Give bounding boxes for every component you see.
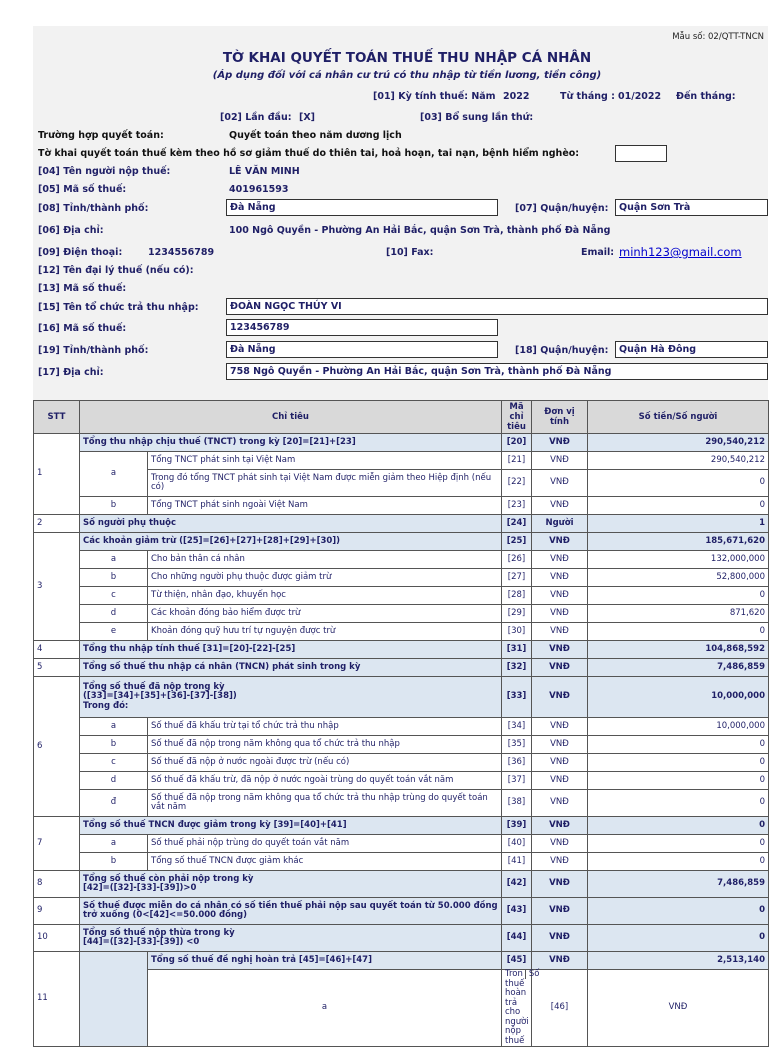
taxpayer-phone: 1234556789 — [148, 247, 215, 258]
row-stt: 4 — [34, 641, 80, 659]
row-code: [28] — [502, 587, 532, 605]
row-amount: 0 — [588, 497, 769, 515]
table-row — [34, 641, 769, 659]
form-title: TỜ KHAI QUYẾT TOÁN THUẾ THU NHẬP CÁ NHÂN — [222, 50, 592, 66]
table-row — [34, 515, 769, 533]
row-item-text: Từ thiện, nhân đạo, khuyến học — [151, 589, 286, 600]
row-amount: 1 — [588, 515, 769, 533]
table-row — [34, 569, 769, 587]
row-unit: VNĐ — [532, 497, 588, 515]
taxpayer-tin-label: [05] Mã số thuế: — [38, 184, 127, 195]
row-unit: VNĐ — [532, 835, 588, 853]
row-item — [148, 772, 502, 790]
settlement-table — [33, 400, 769, 1047]
disaster-note: Tờ khai quyết toán thuế kèm theo hồ sơ giảm thuế do thiên tai, hoả hoạn, tai nạn, bệnh hiểm nghèo: — [38, 148, 580, 159]
payer-tin-label: [16] Mã số thuế: — [38, 323, 127, 334]
row-item — [148, 587, 502, 605]
tax-form-sheet — [33, 26, 768, 1046]
row-code: [37] — [502, 772, 532, 790]
row-sub-index: d — [80, 772, 148, 790]
row-item: Số thuế được miễn do cá nhân có số tiền thuế phải nộp sau quyết toán từ 50.000 đồng trở xuống (0<[42]<=50.000 đồng) — [80, 898, 502, 925]
row-amount: 0 — [588, 587, 769, 605]
row-code: [27] — [502, 569, 532, 587]
row-code: [35] — [502, 736, 532, 754]
row-sub-index: b — [80, 497, 148, 515]
supplement-label: [03] Bổ sung lần thứ: — [420, 112, 534, 123]
table-row — [34, 497, 769, 515]
table-row — [34, 718, 769, 736]
header-unit: Đơn vị tính — [532, 401, 588, 434]
row-unit: VNĐ — [532, 470, 588, 497]
payer-province-field[interactable]: Đà Nẵng — [226, 341, 498, 358]
row-item-prefix: Tron — [505, 969, 526, 979]
table-row — [34, 790, 769, 817]
payer-province-label: [19] Tỉnh/thành phố: — [38, 345, 149, 356]
row-code: [38] — [502, 790, 532, 817]
row-item-text: Trong đó tổng TNCT phát sinh tại Việt Nam được miễn giảm theo Hiệp định (nếu có) — [151, 472, 492, 492]
row-item-text: Cho bản thân cá nhân — [151, 553, 245, 564]
row-item: Tổng số thuế còn phải nộp trong kỳ [42]=([32]-[33]-[39])>0 — [80, 871, 502, 898]
row-item — [148, 754, 502, 772]
row-item: Tổng số thuế nộp thừa trong kỳ [44]=([32]-[33]-[39]) <0 — [80, 925, 502, 952]
row-amount: 0 — [588, 772, 769, 790]
row-sub-index: c — [80, 754, 148, 772]
row-code: [43] — [502, 898, 532, 925]
row-unit: VNĐ — [532, 434, 588, 452]
taxpayer-district-label: [07] Quận/huyện: — [515, 203, 609, 214]
header-code: Mã chỉ tiêu — [502, 401, 532, 434]
taxpayer-tin: 401961593 — [229, 184, 289, 195]
first-time-label: [02] Lần đầu: — [220, 112, 292, 123]
row-amount: 0 — [588, 817, 769, 835]
payer-district-label: [18] Quận/huyện: — [515, 345, 609, 356]
settlement-case-label: Trường hợp quyết toán: — [38, 130, 164, 141]
row-unit: VNĐ — [532, 817, 588, 835]
row-unit: VNĐ — [588, 970, 769, 1047]
row-code: [31] — [502, 641, 532, 659]
row-item-text: Số thuế hoàn trả cho người nộp thuế — [505, 969, 540, 1046]
row-code: [20] — [502, 434, 532, 452]
row-item: Tổng số thuế TNCN được giảm trong kỳ [39]=[40]+[41] — [80, 817, 502, 835]
row-item-text: Tổng TNCT phát sinh tại Việt Nam — [151, 454, 296, 465]
taxpayer-address-label: [06] Địa chỉ: — [38, 225, 104, 236]
row-stt: 1 — [34, 434, 80, 515]
row-code: [29] — [502, 605, 532, 623]
row-code: [34] — [502, 718, 532, 736]
row-item — [148, 736, 502, 754]
period-from-value: 01/2022 — [618, 91, 662, 102]
payer-address-label: [17] Địa chỉ: — [38, 367, 104, 378]
row-item: Tổng số thuế đề nghị hoàn trả [45]=[46]+[47] — [148, 952, 502, 970]
row-item-text: Tổng TNCT phát sinh ngoài Việt Nam — [151, 499, 308, 510]
payer-tin-field[interactable]: 123456789 — [226, 319, 498, 336]
taxpayer-province-field[interactable]: Đà Nẵng — [226, 199, 498, 216]
row-amount: 7,486,859 — [588, 659, 769, 677]
row-stt: 8 — [34, 871, 80, 898]
row-item-text: Số thuế đã khấu trừ tại tổ chức trả thu nhập — [151, 720, 339, 731]
row-amount: 132,000,000 — [588, 551, 769, 569]
row-item-text: Cho những người phụ thuộc được giảm trừ — [151, 571, 332, 582]
form-subtitle: (Áp dụng đối với cá nhân cư trú có thu nhập từ tiền lương, tiền công) — [212, 70, 602, 81]
row-unit: VNĐ — [532, 641, 588, 659]
taxpayer-fax-label: [10] Fax: — [386, 247, 434, 258]
row-code: [45] — [502, 952, 532, 970]
row-item-text: Số thuế phải nộp trùng do quyết toán vắt năm — [151, 837, 350, 848]
row-amount: 290,540,212 — [588, 434, 769, 452]
row-amount: 0 — [588, 925, 769, 952]
agent-tin-label: [13] Mã số thuế: — [38, 283, 127, 294]
table-body — [34, 434, 769, 1047]
row-item-text: Số thuế đã nộp trong năm không qua tổ chức trả thu nhập trùng do quyết toán vắt năm — [151, 792, 488, 812]
row-item-text: Số thuế đã nộp trong năm không qua tổ chức trả thu nhập — [151, 738, 400, 749]
row-sub-index: a — [148, 970, 502, 1047]
row-stt: 3 — [34, 533, 80, 641]
row-amount: 0 — [588, 754, 769, 772]
row-amount: 10,000,000 — [588, 718, 769, 736]
row-unit: VNĐ — [532, 659, 588, 677]
period-year: 2022 — [503, 91, 530, 102]
taxpayer-phone-label: [09] Điện thoại: — [38, 247, 123, 258]
row-unit: VNĐ — [532, 452, 588, 470]
row-item: Các khoản giảm trừ ([25]=[26]+[27]+[28]+[29]+[30]) — [80, 533, 502, 551]
row-unit: VNĐ — [532, 533, 588, 551]
row-sub-index: đ — [80, 790, 148, 817]
row-amount: 290,540,212 — [588, 452, 769, 470]
row-amount: 0 — [588, 470, 769, 497]
row-item — [148, 452, 502, 470]
row-amount: 0 — [588, 736, 769, 754]
row-amount: 0 — [588, 623, 769, 641]
row-item-text: Tổng số thuế TNCN được giảm khác — [151, 855, 304, 866]
payer-name-field[interactable]: ĐOÀN NGỌC THÚY VI — [226, 298, 768, 315]
row-code: [40] — [502, 835, 532, 853]
row-code: [25] — [502, 533, 532, 551]
row-unit: VNĐ — [532, 718, 588, 736]
taxpayer-email-link[interactable]: minh123@gmail.com — [619, 245, 742, 259]
period-label: [01] Kỳ tính thuế: Năm — [373, 91, 496, 102]
row-unit: VNĐ — [532, 587, 588, 605]
header-item: Chỉ tiêu — [80, 401, 502, 434]
row-item — [148, 569, 502, 587]
table-row — [34, 754, 769, 772]
row-code: [41] — [502, 853, 532, 871]
first-time-value: [X] — [299, 112, 316, 123]
form-code: Mẫu số: 02/QTT-TNCN — [672, 32, 764, 42]
row-item: Số người phụ thuộc — [80, 515, 502, 533]
row-sub-index: a — [80, 718, 148, 736]
row-code: [26] — [502, 551, 532, 569]
row-unit: VNĐ — [532, 569, 588, 587]
row-code: [30] — [502, 623, 532, 641]
row-unit: VNĐ — [532, 605, 588, 623]
row-amount: 52,800,000 — [588, 569, 769, 587]
row-amount: 0 — [588, 790, 769, 817]
taxpayer-email-label: Email: — [581, 247, 615, 258]
taxpayer-district-field[interactable]: Quận Sơn Trà — [615, 199, 768, 216]
row-item: Tổng số thuế thu nhập cá nhân (TNCN) phát sinh trong kỳ — [80, 659, 502, 677]
row-stt: 11 — [34, 952, 80, 1047]
row-sub-index — [80, 952, 148, 1047]
row-amount: 0 — [588, 835, 769, 853]
period-from-label: Từ tháng : — [560, 91, 615, 102]
table-row — [34, 533, 769, 551]
period-to-label: Đến tháng: — [676, 91, 736, 102]
row-code: [23] — [502, 497, 532, 515]
row-stt: 9 — [34, 898, 80, 925]
row-unit: VNĐ — [532, 677, 588, 718]
row-unit: VNĐ — [532, 623, 588, 641]
row-sub-index: e — [80, 623, 148, 641]
taxpayer-province-label: [08] Tỉnh/thành phố: — [38, 203, 149, 214]
row-item — [148, 718, 502, 736]
row-item — [148, 470, 502, 497]
row-amount: 2,513,140 — [588, 952, 769, 970]
row-code: [21] — [502, 452, 532, 470]
row-sub-index: a — [80, 835, 148, 853]
table-row — [34, 434, 769, 452]
row-stt: 5 — [34, 659, 80, 677]
taxpayer-name: LÊ VĂN MINH — [229, 166, 300, 177]
row-sub-index: a — [80, 551, 148, 569]
row-sub-index: c — [80, 587, 148, 605]
table-row — [34, 605, 769, 623]
table-row — [34, 736, 769, 754]
row-item-text: Số thuế đã nộp ở nước ngoài được trừ (nếu có) — [151, 756, 350, 767]
row-unit: VNĐ — [532, 898, 588, 925]
row-code: [46] — [532, 970, 588, 1047]
row-stt: 10 — [34, 925, 80, 952]
row-code: [36] — [502, 754, 532, 772]
row-sub-index: b — [80, 736, 148, 754]
row-amount: 10,000,000 — [588, 677, 769, 718]
row-amount: 871,620 — [588, 605, 769, 623]
row-amount: 104,868,592 — [588, 641, 769, 659]
taxpayer-name-label: [04] Tên người nộp thuế: — [38, 166, 171, 177]
row-sub-index: a — [80, 452, 148, 497]
table-row — [34, 623, 769, 641]
table-row — [34, 853, 769, 871]
table-row — [34, 677, 769, 718]
table-row — [34, 871, 769, 898]
row-code: [42] — [502, 871, 532, 898]
table-row — [34, 898, 769, 925]
table-row — [34, 551, 769, 569]
row-stt: 7 — [34, 817, 80, 871]
row-unit: VNĐ — [532, 790, 588, 817]
row-item — [148, 605, 502, 623]
row-stt: 2 — [34, 515, 80, 533]
row-sub-index: b — [80, 853, 148, 871]
row-code: [24] — [502, 515, 532, 533]
row-code: [39] — [502, 817, 532, 835]
payer-name-label: [15] Tên tổ chức trả thu nhập: — [38, 302, 199, 313]
row-unit: VNĐ — [532, 871, 588, 898]
row-amount: 7,486,859 — [588, 871, 769, 898]
payer-district-field[interactable]: Quận Hà Đông — [615, 341, 768, 358]
row-unit: VNĐ — [532, 772, 588, 790]
row-item-text: Số thuế đã khấu trừ, đã nộp ở nước ngoài trùng do quyết toán vắt năm — [151, 774, 454, 785]
row-amount: 185,671,620 — [588, 533, 769, 551]
row-item-text: Các khoản đóng bảo hiểm được trừ — [151, 607, 301, 618]
row-stt: 6 — [34, 677, 80, 817]
table-row — [34, 835, 769, 853]
row-unit: VNĐ — [532, 952, 588, 970]
table-row — [34, 659, 769, 677]
row-item — [148, 853, 502, 871]
row-item — [148, 790, 502, 817]
row-amount: 0 — [588, 853, 769, 871]
row-code: [44] — [502, 925, 532, 952]
row-item — [148, 623, 502, 641]
row-item — [148, 551, 502, 569]
row-code: [33] — [502, 677, 532, 718]
payer-address-field[interactable]: 758 Ngô Quyền - Phường An Hải Bắc, quận Sơn Trà, thành phố Đà Nẵng — [226, 363, 768, 380]
table-row — [34, 772, 769, 790]
row-unit: VNĐ — [532, 754, 588, 772]
table-row — [34, 952, 769, 970]
row-item: Tổng thu nhập chịu thuế (TNCT) trong kỳ [20]=[21]+[23] — [80, 434, 502, 452]
row-item: Tổng thu nhập tính thuế [31]=[20]-[22]-[25] — [80, 641, 502, 659]
table-row — [34, 587, 769, 605]
row-unit: VNĐ — [532, 853, 588, 871]
taxpayer-address: 100 Ngô Quyền - Phường An Hải Bắc, quận Sơn Trà, thành phố Đà Nẵng — [229, 225, 611, 236]
row-unit: VNĐ — [532, 925, 588, 952]
row-item-text: Khoản đóng quỹ hưu trí tự nguyện được trừ — [151, 625, 336, 636]
row-item: Tổng số thuế đã nộp trong kỳ ([33]=[34]+[35]+[36]-[37]-[38]) Trong đó: — [80, 677, 502, 718]
row-code: [22] — [502, 470, 532, 497]
table-header-row — [34, 401, 769, 434]
table-row — [34, 452, 769, 470]
settlement-case-value: Quyết toán theo năm dương lịch — [229, 130, 402, 141]
row-unit: VNĐ — [532, 551, 588, 569]
row-unit: Người — [532, 515, 588, 533]
row-code: [32] — [502, 659, 532, 677]
table-row — [34, 817, 769, 835]
disaster-checkbox[interactable] — [615, 145, 667, 162]
header-amount: Số tiền/Số người — [588, 401, 769, 434]
agent-name-label: [12] Tên đại lý thuế (nếu có): — [38, 265, 194, 276]
row-amount: 0 — [588, 898, 769, 925]
row-sub-index: b — [80, 569, 148, 587]
row-item — [148, 835, 502, 853]
header-stt: STT — [34, 401, 80, 434]
table-row — [34, 925, 769, 952]
row-unit: VNĐ — [532, 736, 588, 754]
row-item — [502, 969, 540, 1047]
row-sub-index: d — [80, 605, 148, 623]
row-item — [148, 497, 502, 515]
